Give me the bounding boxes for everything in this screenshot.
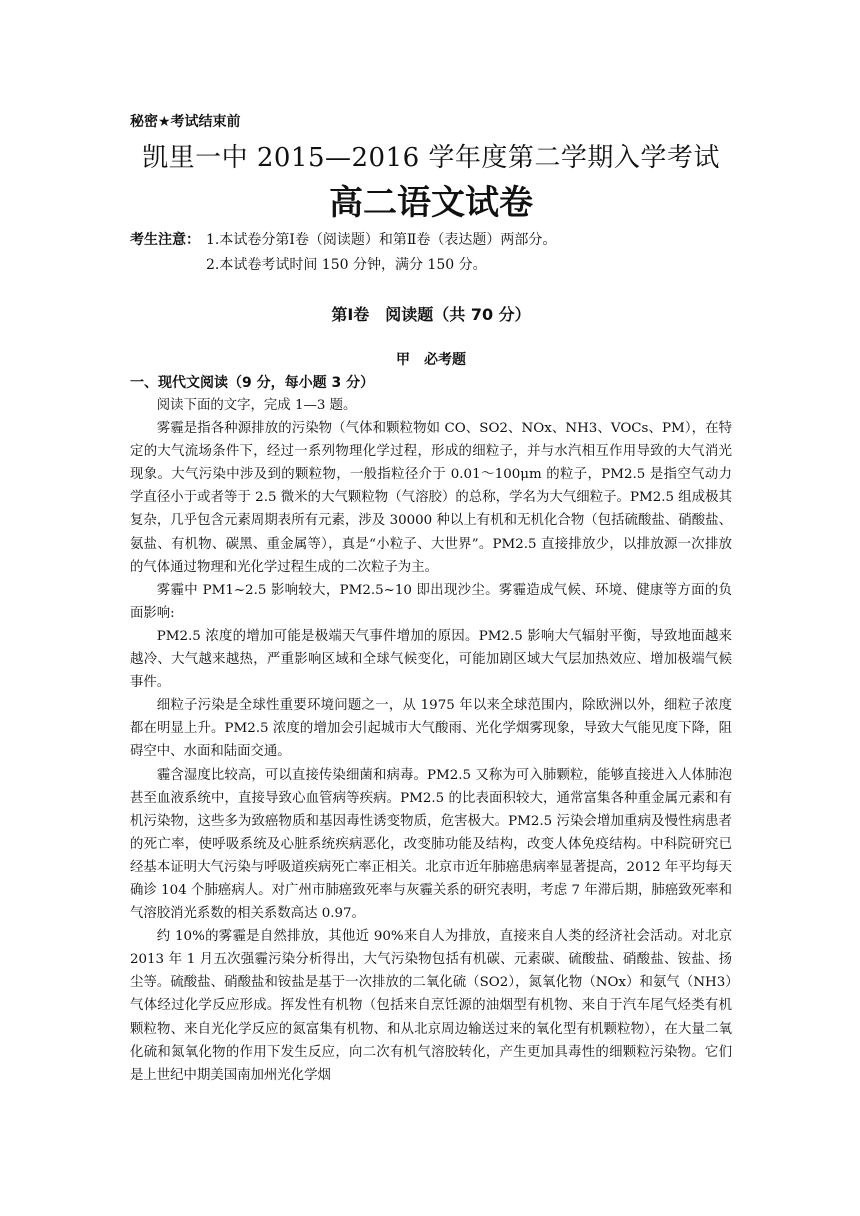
notice-item: 1.本试卷分第Ⅰ卷（阅读题）和第Ⅱ卷（表达题）两部分。 [206, 232, 557, 248]
page-title: 高二语文试卷 [329, 183, 533, 223]
notice-items [206, 228, 732, 278]
passage-paragraph: 霾含湿度比较高，可以直接传染细菌和病毒。PM2.5 又称为可入肺颗粒，能够直接进入人体肺泡甚至血液系统中，直接导致心血管病等疾病。PM2.5 的比表面积较大，通常富集各种重金属元素和有机污染物，这些多为致癌物质和基因毒性诱变物质，危害极大。PM2.5 污染会增加重病及慢性病患者的死亡率，使呼吸系统及心脏系统疾病恶化，改变肺功能及结构，改变人体免疫结构。中科院研究已经基本证明大气污染与呼吸道疾病死亡率正相关。北京市近年肺癌患病率显著提高，2012 年平均每天确诊 104 个肺癌病人。对广州市肺癌致死率与灰霾关系的研究表明，考虑 7 年滞后期，肺癌致死率和气溶胶消光系数的相关系数高达 0.97。 [130, 767, 732, 922]
notice-item: 2.本试卷考试时间 150 分钟，满分 150 分。 [206, 257, 487, 273]
part-heading: 第Ⅰ卷 阅读题（共 70 分） [331, 305, 531, 324]
reading-passage [130, 394, 732, 1087]
passage-paragraph: 约 10%的雾霾是自然排放，其他近 90%来自人为排放，直接来自人类的经济社会活动。对北京 2013 年 1 月五次强霾污染分析得出，大气污染物包括有机碳、元素碳、硫酸盐、硝酸盐、铵盐、扬尘等。硫酸盐、硝酸盐和铵盐是基于一次排放的二氧化硫（SO2），氮氧化物（NOx）和氨气（NH3）气体经过化学反应形成。挥发性有机物（包括来自烹饪源的油烟型有机物、来自于汽车尾气烃类有机颗粒物、来自光化学反应的氮富集有机物、和从北京周边输送过来的氧化型有机颗粒物），在大量二氧化硫和氮氧化物的作用下发生反应，向二次有机气溶胶转化，产生更加具毒性的细颗粒污染物。它们是上世纪中期美国南加州光化学烟 [130, 929, 732, 1083]
candidate-notice [130, 228, 732, 278]
passage-paragraph: 阅读下面的文字，完成 1—3 题。 [156, 398, 357, 413]
notice-label: 考生注意： [130, 232, 200, 248]
secret-label: 秘密★考试结束前 [130, 114, 241, 130]
sub-heading: 甲 必考题 [396, 352, 466, 368]
passage-paragraph: 雾霾中 PM1~2.5 影响较大，PM2.5~10 即出现沙尘。雾霾造成气候、环境、健康等方面的负面影响: [130, 582, 732, 621]
section-heading: 一、现代文阅读（9 分，每小题 3 分） [130, 375, 375, 391]
passage-paragraph: 细粒子污染是全球性重要环境问题之一，从 1975 年以来全球范围内，除欧洲以外，细粒子浓度都在明显上升。PM2.5 浓度的增加会引起城市大气酸雨、光化学烟雾现象，导致大气能见度下降，阻碍空中、水面和陆面交通。 [130, 698, 732, 760]
passage-paragraph: 雾霾是指各种源排放的污染物（气体和颗粒物如 CO、SO2、NOx、NH3、VOCs、PM），在特定的大气流场条件下，经过一系列物理化学过程，形成的细粒子，并与水汽相互作用导致的大气消光现象。大气污染中涉及到的颗粒物，一般指粒径介于 0.01～100μm 的粒子，PM2.5 是指空气动力学直径小于或者等于 2.5 微米的大气颗粒物（气溶胶）的总称，学名为大气细粒子。PM2.5 组成极其复杂，几乎包含元素周期表所有元素，涉及 30000 种以上有机和无机化合物（包括硫酸盐、硝酸盐、氨盐、有机物、碳黑、重金属等），真是“小粒子、大世界”。PM2.5 直接排放少，以排放源一次排放的气体通过物理和光化学过程生成的二次粒子为主。 [130, 421, 732, 575]
passage-paragraph: PM2.5 浓度的增加可能是极端天气事件增加的原因。PM2.5 影响大气辐射平衡，导致地面越来越冷、大气越来越热，严重影响区域和全球气候变化，可能加剧区域大气层加热效应、增加极端气候事件。 [130, 628, 732, 691]
school-title: 凯里一中 2015—2016 学年度第二学期入学考试 [142, 143, 720, 173]
